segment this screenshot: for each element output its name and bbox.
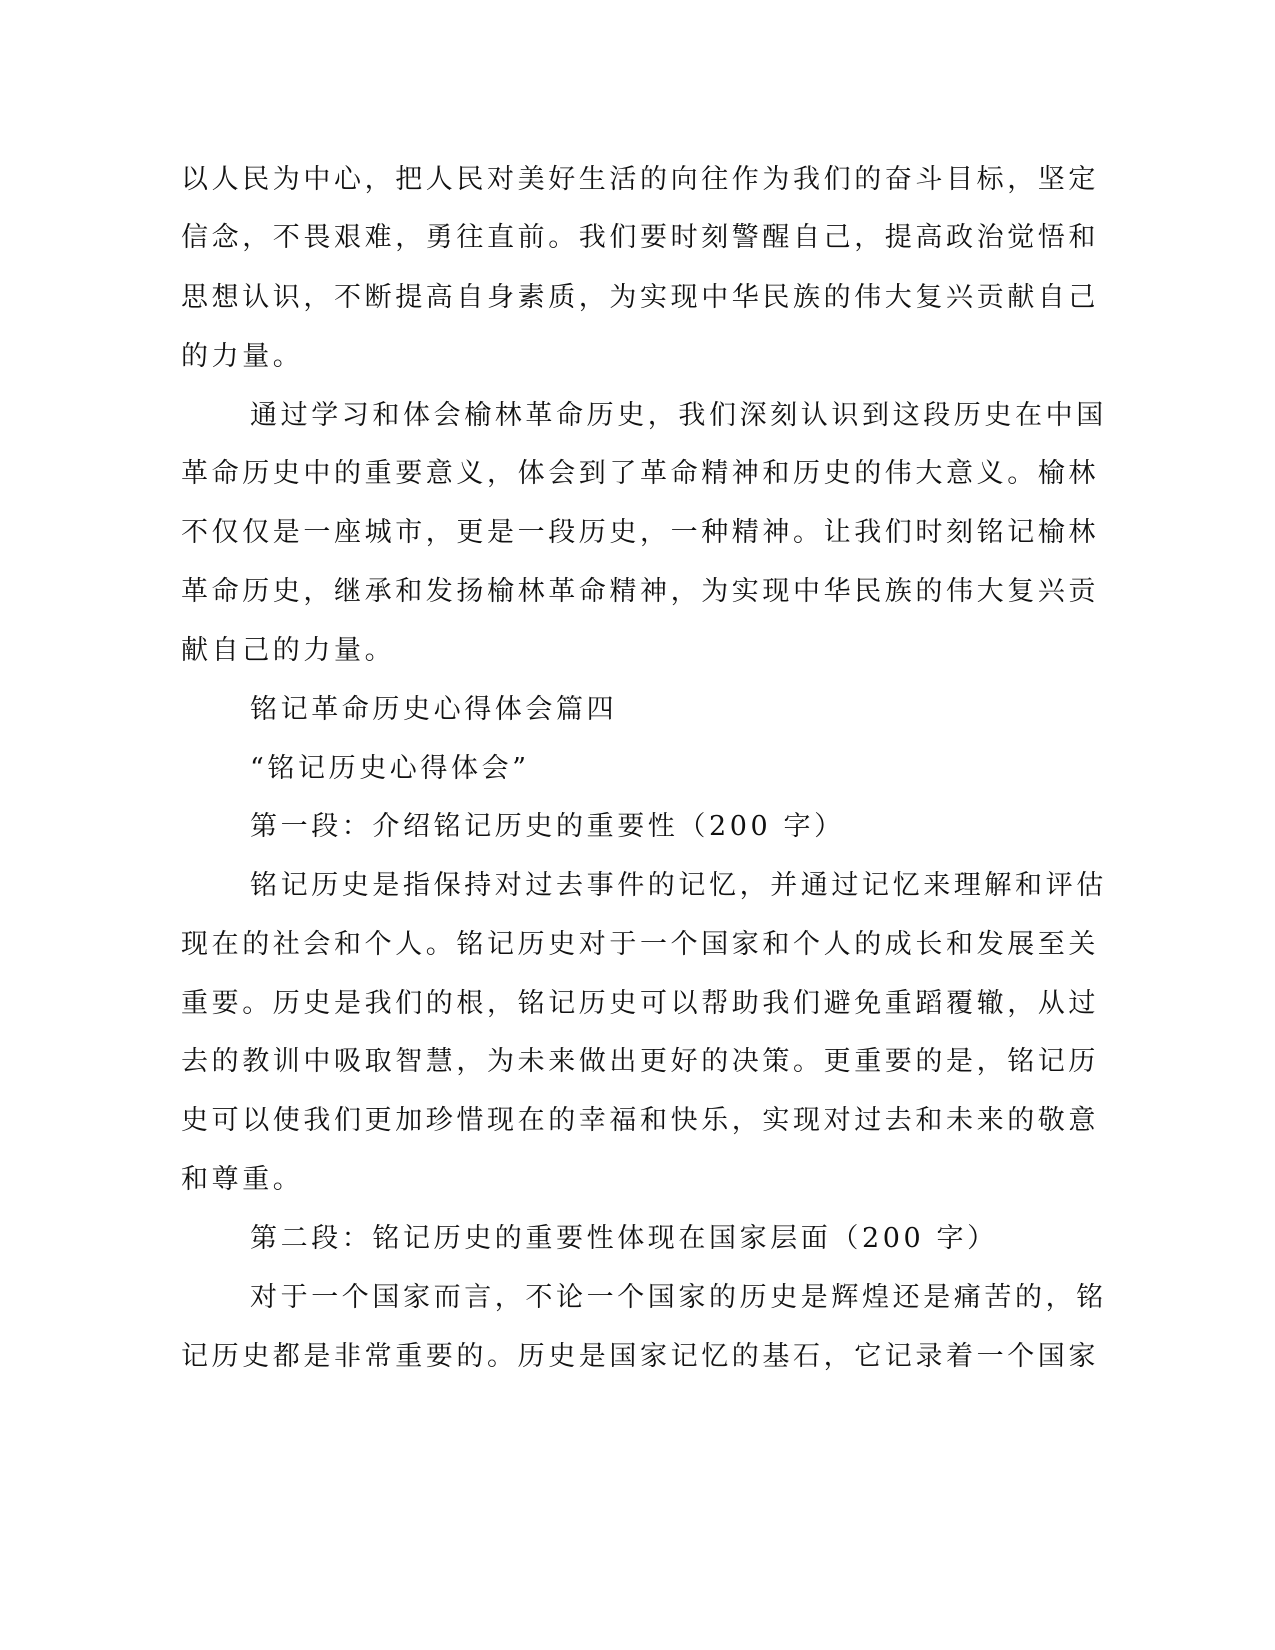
paragraph-4-line-2: 记历史都是非常重要的。历史是国家记忆的基石，它记录着一个国家 xyxy=(181,1341,1099,1372)
section-heading: 铭记革命历史心得体会篇四 xyxy=(250,694,618,725)
paragraph-3-line-6: 和尊重。 xyxy=(181,1164,304,1195)
paragraph-3-line-2: 现在的社会和个人。铭记历史对于一个国家和个人的成长和发展至关 xyxy=(181,929,1099,960)
paragraph-1-line-1: 以人民为中心，把人民对美好生活的向往作为我们的奋斗目标，坚定 xyxy=(181,164,1099,195)
paragraph-3-line-5: 史可以使我们更加珍惜现在的幸福和快乐，实现对过去和未来的敬意 xyxy=(181,1105,1099,1136)
paragraph-3-line-4: 去的教训中吸取智慧，为未来做出更好的决策。更重要的是，铭记历 xyxy=(181,1046,1099,1077)
paragraph-3-line-3: 重要。历史是我们的根，铭记历史可以帮助我们避免重蹈覆辙，从过 xyxy=(181,988,1099,1019)
paragraph-1-line-2: 信念，不畏艰难，勇往直前。我们要时刻警醒自己，提高政治觉悟和 xyxy=(181,222,1099,253)
paragraph-4-line-1: 对于一个国家而言，不论一个国家的历史是辉煌还是痛苦的，铭 xyxy=(250,1282,1107,1313)
paragraph-heading-2: 第二段：铭记历史的重要性体现在国家层面（200 字） xyxy=(250,1223,998,1254)
essay-title: “铭记历史心得体会” xyxy=(250,753,530,784)
paragraph-2-line-2: 革命历史中的重要意义，体会到了革命精神和历史的伟大意义。榆林 xyxy=(181,458,1099,489)
paragraph-3-line-1: 铭记历史是指保持对过去事件的记忆，并通过记忆来理解和评估 xyxy=(250,870,1107,901)
paragraph-1-line-4: 的力量。 xyxy=(181,341,304,372)
paragraph-2-line-3: 不仅仅是一座城市，更是一段历史，一种精神。让我们时刻铭记榆林 xyxy=(181,517,1099,548)
paragraph-2-line-4: 革命历史，继承和发扬榆林革命精神，为实现中华民族的伟大复兴贡 xyxy=(181,576,1099,607)
paragraph-2-line-1: 通过学习和体会榆林革命历史，我们深刻认识到这段历史在中国 xyxy=(250,400,1107,431)
paragraph-1-line-3: 思想认识，不断提高自身素质，为实现中华民族的伟大复兴贡献自己 xyxy=(181,282,1099,313)
paragraph-2-line-5: 献自己的力量。 xyxy=(181,635,396,666)
paragraph-heading-1: 第一段：介绍铭记历史的重要性（200 字） xyxy=(250,811,845,842)
